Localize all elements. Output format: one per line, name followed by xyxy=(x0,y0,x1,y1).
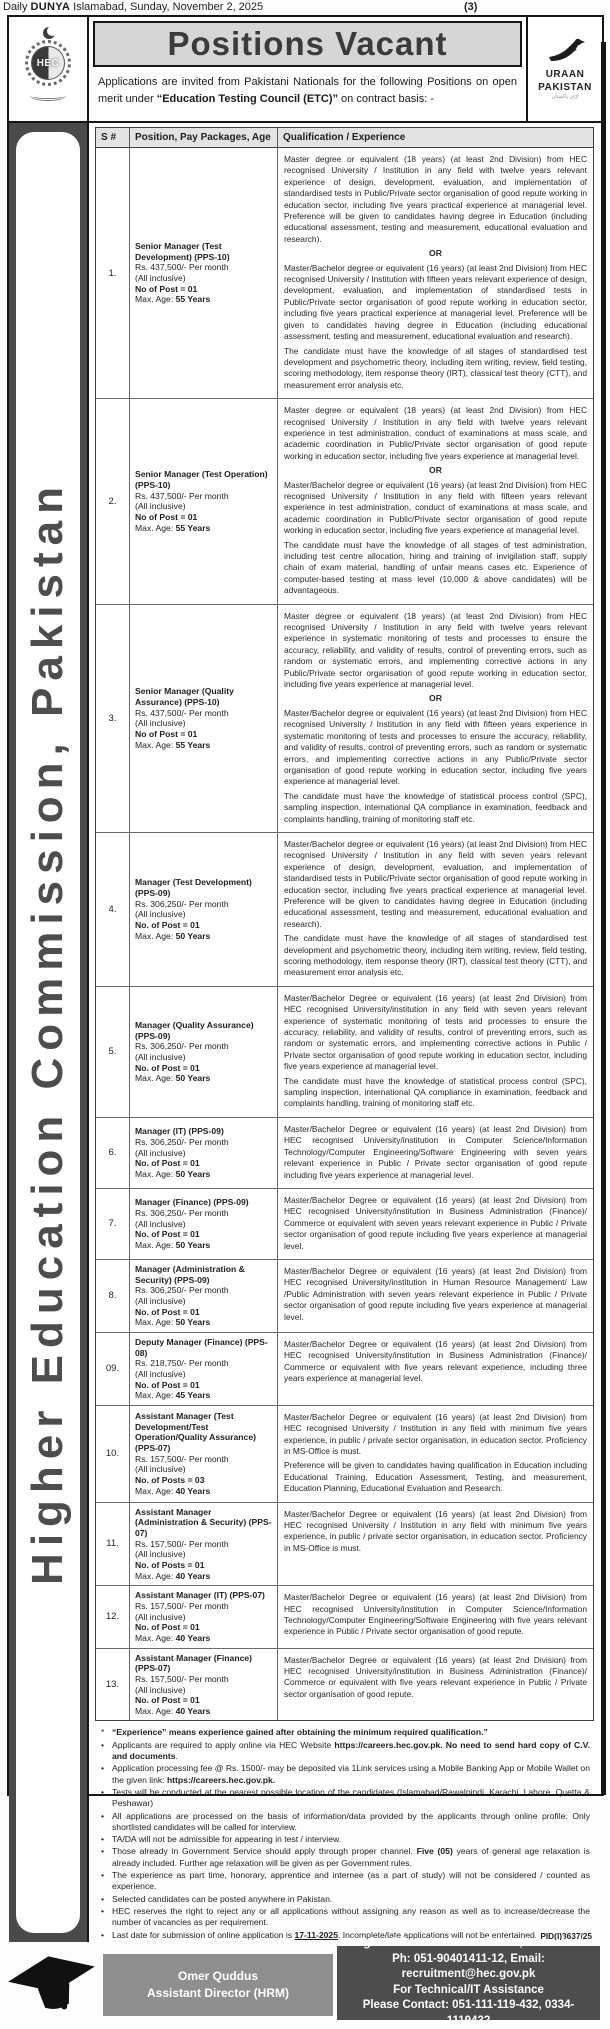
row-serial: 12. xyxy=(96,1586,130,1647)
position-posts: No. of Post = 01 xyxy=(135,1062,200,1073)
qualification-paragraph: Master/Bachelor Degree or equivalent (16 years) (at least 2nd Division) from HEC recognised University/institution in Human Resource Management/ Law /Public Administration with seven years relevant experience in Public / Private sector organisation of good repute including five years experience at managerial level. xyxy=(284,1265,587,1322)
qualification-cell xyxy=(278,987,593,1117)
qualification-paragraph: Master degree or equivalent (18 years) (at least 2nd Division) from HEC recognised University / Institution in any field with twelve years relevant experience of design, development, evaluation, and implementation of standardised tests in Public/Private sector organisation of good repute working in education sector, including five years practical experience at managerial level. Preference will be given to candidates having degree in Education (including educational assessment, testing and measurement, educational evaluation and research). xyxy=(284,154,587,244)
row-serial: 10. xyxy=(96,1406,130,1502)
position-title: Assistant Manager (Finance) (PPS-07) xyxy=(135,1652,252,1674)
vertical-org-name: Higher Education Commission, Pakistan xyxy=(23,479,72,1585)
position-title: Manager (IT) (PPS-09) xyxy=(135,1126,224,1137)
position-cell xyxy=(130,1503,278,1586)
position-posts: No of Post = 01 xyxy=(135,728,198,739)
position-cell xyxy=(130,1333,278,1405)
position-posts: No. of Post = 01 xyxy=(135,1158,200,1169)
position-posts: No of Post = 01 xyxy=(135,512,198,523)
position-posts: No. of Post = 01 xyxy=(135,1379,200,1390)
hec-logo-box xyxy=(9,17,89,121)
note-text: HEC reserves the right to reject any or all applications without assigning any reason as well as to increase/decrease the number of vacancies as per requirement. xyxy=(112,1905,590,1928)
header-center xyxy=(89,17,526,121)
position-posts: No. of Posts = 01 xyxy=(135,1559,205,1570)
position-age: Max. Age: 50 Years xyxy=(135,930,211,941)
position-title: Manager (Administration & Security) (PPS-09) xyxy=(135,1263,245,1285)
position-inclusive: (All inclusive) xyxy=(135,501,186,512)
newspaper-masthead xyxy=(0,0,610,15)
position-inclusive: (All inclusive) xyxy=(135,1147,186,1158)
position-inclusive: (All inclusive) xyxy=(135,1464,186,1475)
page-number: (3) xyxy=(464,1,478,13)
qualification-paragraph: The candidate must have the knowledge of all stages of test administration, including test centre allocation, hiring and training of invigilation staff, supply chain of exam material, handling of unfair means cases etc. Experience of computer-based testing at mass level (10,000 & above candidates) will be advantageous. xyxy=(284,539,587,596)
row-serial: 5. xyxy=(96,987,130,1117)
position-age: Max. Age: 55 Years xyxy=(135,739,211,750)
table-row xyxy=(96,986,593,1117)
position-inclusive: (All inclusive) xyxy=(135,1611,186,1622)
position-cell xyxy=(130,1260,278,1332)
position-posts: No. of Post = 01 xyxy=(135,1622,200,1633)
position-salary: Rs. 157,500/- Per month xyxy=(135,1453,229,1464)
position-title: Assistant Manager (IT) (PPS-07) xyxy=(135,1590,265,1601)
note-text: Tests will be conducted at the nearest possible location of the candidates (Islamabad/Rawalpindi, Karachi, Lahore, Quetta & Peshawar) xyxy=(112,1786,590,1809)
position-title: Deputy Manager (Finance) (PPS-08) xyxy=(135,1336,268,1358)
qualification-paragraph: The candidate must have the knowledge of statistical process control (SPC), sampling inspection, international QA compliance in examination, feedback and complaints handling, training of monitoring staff etc. xyxy=(284,1075,587,1109)
position-salary: Rs. 157,500/- Per month xyxy=(135,1538,229,1549)
ad-title: Positions Vacant xyxy=(167,25,448,62)
position-cell xyxy=(130,1649,278,1721)
note-text: Those already in Government Service should apply through proper channel. Five (05) years of general age relaxation is already included. Further age relaxation will be given as per Government rules. xyxy=(112,1846,590,1868)
note-bullet: • xyxy=(101,1870,105,1881)
qualification-cell xyxy=(278,1189,593,1259)
intro-paragraph: Applications are invited from Pakistani Nationals for the following Positions on open merit under “Education Testing Council (ETC)” on contract basis: - xyxy=(98,76,517,105)
position-age: Max. Age: 40 Years xyxy=(135,1485,211,1496)
note-text: “Experience” means experience gained after obtaining the minimum required qualification.” xyxy=(112,1727,488,1738)
or-separator: OR xyxy=(429,465,442,476)
position-age: Max. Age: 50 Years xyxy=(135,1317,211,1328)
hec-emblem-core xyxy=(31,46,65,80)
table-row xyxy=(96,1117,593,1188)
qualification-paragraph: Master/Bachelor Degree or equivalent (16 years) (at least 2nd Division) from HEC recognised University/institution in Computer Science/Information Technology/Computer Engineering/Software Engineering with seven years relevant experience in Public / Private sector organisation of good repute including five years experience at managerial level. xyxy=(284,1123,587,1180)
table-row xyxy=(96,1259,593,1332)
qualification-paragraph: Preference will be given to candidates having qualification in Education including Educational Training, Education Assessment, Testing, and measurement, Education Planning, Educational Evaluation and Research. xyxy=(284,1460,587,1494)
position-posts: No of Post = 01 xyxy=(135,283,198,294)
qualification-cell xyxy=(278,1649,593,1721)
position-posts: No. of Post = 01 xyxy=(135,1695,200,1706)
note-text: The experience as part time, honorary, apprentice and internee (as a part of study) will not be considered / counted as experience. xyxy=(112,1870,590,1892)
position-posts: No. of Post = 01 xyxy=(135,920,200,931)
qualification-paragraph: The candidate must have the knowledge of all stages of standardised test development and psychometric theory, including item writing, review, field testing, scoring methodology, item response theory (IRT), classical test theory (CTT), and measurement error analysis etc. xyxy=(284,345,587,390)
title-bar xyxy=(93,21,522,67)
position-cell xyxy=(130,1406,278,1502)
qualification-cell xyxy=(278,148,593,398)
position-posts: No. of Post = 01 xyxy=(135,1306,200,1317)
position-inclusive: (All inclusive) xyxy=(135,1295,186,1306)
qualification-cell xyxy=(278,399,593,604)
qualification-cell xyxy=(278,1260,593,1332)
emblem-banner-icon xyxy=(30,91,66,101)
note-bullet: • xyxy=(101,1846,105,1857)
qualification-paragraph: Master/Bachelor Degree or equivalent (16 years) (at least 2nd Division) from HEC recognised University/institution in Business Administration (Finance)/ Commerce or equivalent with seven years relevant experience in Public / Private sector organisation of good repute including five years experience at managerial level. xyxy=(284,1194,587,1251)
note-text: Applicants are required to apply online via HEC Website https://careers.hec.gov.pk. No need to send hard copy of C.V. and documents. xyxy=(112,1739,590,1762)
contact-it-numbers: Please Contact: 051-111-119-432, 0334-1119432 xyxy=(362,1999,575,2027)
position-age: Max. Age: 55 Years xyxy=(135,522,211,533)
ad-header xyxy=(9,17,602,123)
note-item xyxy=(99,1894,592,1905)
note-item xyxy=(99,1870,592,1893)
note-bullet: • xyxy=(101,1810,105,1821)
note-item xyxy=(99,1763,592,1786)
position-inclusive: (All inclusive) xyxy=(135,1368,186,1379)
qualification-cell xyxy=(278,1406,593,1502)
qualification-paragraph: Master/Bachelor Degree or equivalent (16 years) (at least 2nd Division) from HEC recognised University / Institution in any field with minimum five years experience, in public / private sector organisation, in education sector. Proficiency in MS-Office is must. xyxy=(284,1411,587,1457)
hec-emblem-text: HEC xyxy=(36,57,60,69)
contact-box xyxy=(337,1937,600,2027)
position-inclusive: (All inclusive) xyxy=(135,1051,186,1062)
note-text: Selected candidates can be posted anywhere in Pakistan. xyxy=(112,1893,333,1904)
position-salary: Rs. 306,250/- Per month xyxy=(135,898,229,909)
qualification-paragraph: Master/Bachelor Degree or equivalent (16 years) (at least 2nd Division) from HEC recognised University/institution in Computer Science/Information Technology/Computer Engineering/Software Engineering with five years relevant experience in Public / Private sector organisation of good repute. xyxy=(284,1592,587,1637)
table-row xyxy=(96,148,593,398)
table-row xyxy=(96,1188,593,1259)
qualification-paragraph: Master/Bachelor degree or equivalent (16 years) (at least 2nd Division) from HEC recognised University / Institution in any field with fifteen years relevant experience in test administration, conduct of examinations at mass scale, and academic coordination in Public/Private sector organisation of good repute working in education sector, including five years experience at managerial level. xyxy=(284,479,587,536)
qualification-paragraph: Master/Bachelor Degree or equivalent (16 years) (at least 2nd Division) from HEC recognised University/institution in Business Administration (Finance)/ Commerce or equivalent with five years relevant experience in Public / Private sector organisation of good repute. xyxy=(284,1654,587,1699)
row-serial: 09. xyxy=(96,1333,130,1405)
diving-falcon-icon xyxy=(544,38,586,68)
table-header-row xyxy=(96,128,593,148)
note-bullet: • xyxy=(101,1786,105,1797)
position-title: Manager (Test Development) (PPS-09) xyxy=(135,877,252,899)
advertisement-frame xyxy=(7,15,604,2027)
or-separator: OR xyxy=(429,248,442,259)
positions-table xyxy=(95,127,594,1721)
note-bullet: • xyxy=(101,1763,105,1774)
position-salary: Rs. 157,500/- Per month xyxy=(135,1673,229,1684)
hec-emblem-icon xyxy=(20,27,76,111)
note-item xyxy=(99,1740,592,1763)
qualification-paragraph: Master/Bachelor Degree or equivalent (16 years) (at least 2nd Division) from HEC recognised University / Institution in any field with minimum five years experience, in public / private sector organisation, in education sector. Proficiency in MS-Office is must. xyxy=(284,1508,587,1553)
table-row xyxy=(96,1585,593,1647)
header-qualification: Qualification / Experience xyxy=(283,132,406,143)
qualification-cell xyxy=(278,1586,593,1647)
position-posts: No. of Post = 01 xyxy=(135,1229,200,1240)
position-cell xyxy=(130,1189,278,1259)
uraan-label-line2: PAKISTAN xyxy=(538,81,592,93)
qualification-paragraph: Master/Bachelor degree or equivalent (16 years) (at least 2nd Division) from HEC recognised University / Institution with fifteen years relevant experience of design, development, evaluation, and implementation of standardised tests in Public/Private sector organisation of good repute working in education sector, including five years practical experience at managerial level. Preference will be given to candidates having degree in Education (including educational assessment, testing and measurement, educational evaluation and research). xyxy=(284,262,587,342)
row-serial: 4. xyxy=(96,833,130,986)
position-posts: No. of Posts = 03 xyxy=(135,1475,205,1486)
row-serial: 11. xyxy=(96,1503,130,1586)
qualification-cell xyxy=(278,1333,593,1405)
row-serial: 2. xyxy=(96,399,130,604)
graduation-cap-icon xyxy=(3,1950,103,2016)
note-bullet: • xyxy=(101,1929,105,1940)
position-inclusive: (All inclusive) xyxy=(135,1684,186,1695)
position-salary: Rs. 437,500/- Per month xyxy=(135,490,229,501)
qualification-paragraph: Master/Bachelor Degree or equivalent (16 years) (at least 2nd Division) from HEC recognised University/institution in any field with seven years relevant experience of systematic monitoring of tests and processes to ensure the accuracy, reliability, and validity of results, control of preventing errors, such as random or systematic errors, and implementing corrective actions in Public / Private sector organisation of good repute working in education sector, including five years experience at managerial level. xyxy=(284,992,587,1072)
qualification-cell xyxy=(278,605,593,832)
signatory-name: Omer Quddus xyxy=(177,1969,258,1984)
note-text: Application processing fee @ Rs. 1500/- may be deposited via 1Link services using a Mobile Banking App or Mobile Wallet on the given link: https://careers.hec.gov.pk. xyxy=(112,1763,590,1785)
position-salary: Rs. 218,750/- Per month xyxy=(135,1358,229,1369)
position-inclusive: (All inclusive) xyxy=(135,718,186,729)
qualification-paragraph: The candidate must have the knowledge of all stages of standardised test development and psychometric theory, including item writing, review, field testing, scoring methodology, item response theory (IRT), classical test theory (CTT), and measurement error analysis etc. xyxy=(284,933,587,978)
header-serial: S # xyxy=(96,128,130,147)
or-separator: OR xyxy=(429,693,442,704)
row-serial: 13. xyxy=(96,1649,130,1721)
main-column xyxy=(89,123,602,1942)
crescent-icon xyxy=(43,27,55,39)
contact-it-heading: For Technical/IT Assistance xyxy=(393,1983,544,1996)
table-row xyxy=(96,1405,593,1502)
note-item xyxy=(99,1727,592,1738)
position-age: Max. Age: 50 Years xyxy=(135,1073,211,1084)
position-salary: Rs. 306,250/- Per month xyxy=(135,1285,229,1296)
qualification-paragraph: Master degree or equivalent (18 years) (at least 2nd Division) from HEC recognised University / Institution in any field with twelve years relevant experience in systematic monitoring of tests and processes to ensure the accuracy, reliability, and validity of results, control of preventing errors, such as random or systematic errors, and implementing corrective actions in any Public/Private sector organisation of good repute working in education sector, including five years experience at managerial level. xyxy=(284,610,587,690)
position-inclusive: (All inclusive) xyxy=(135,909,186,920)
column-rule xyxy=(601,42,606,1795)
position-title: Assistant Manager (Test Development/Test Operation/Quality Assurance) (PPS-07) xyxy=(135,1411,256,1454)
signatory-box xyxy=(103,1954,333,2016)
note-bullet: * xyxy=(101,1727,105,1738)
position-salary: Rs. 306,250/- Per month xyxy=(135,1041,229,1052)
position-age: Max. Age: 40 Years xyxy=(135,1632,211,1643)
sidebar-panel xyxy=(16,132,80,1933)
graduation-cap-zone xyxy=(11,1946,99,2020)
position-age: Max. Age: 55 Years xyxy=(135,294,211,305)
position-age: Max. Age: 45 Years xyxy=(135,1390,211,1401)
contact-phone-email: Ph: 051-90401411-12, Email: recruitment@hec.gov.pk xyxy=(392,1952,545,1981)
row-serial: 3. xyxy=(96,605,130,832)
qualification-cell xyxy=(278,1503,593,1586)
position-salary: Rs. 306,250/- Per month xyxy=(135,1136,229,1147)
position-cell xyxy=(130,1586,278,1647)
note-item xyxy=(99,1811,592,1834)
note-text: TA/DA will not be admissible for appearing in test / interview. xyxy=(112,1834,342,1845)
position-title: Senior Manager (Test Operation) (PPS-10) xyxy=(135,469,268,491)
notes-section xyxy=(99,1727,592,1941)
position-cell xyxy=(130,1118,278,1188)
row-serial: 8. xyxy=(96,1260,130,1332)
position-title: Manager (Quality Assurance) (PPS-09) xyxy=(135,1019,254,1041)
note-text: All applications are processed on the basis of information/data provided by the applicants through online profile. Only shortlisted candidates will be called for interview. xyxy=(112,1810,590,1832)
position-inclusive: (All inclusive) xyxy=(135,1218,186,1229)
position-cell xyxy=(130,605,278,832)
signatory-title: Assistant Director (HRM) xyxy=(146,1985,290,2000)
table-row xyxy=(96,1648,593,1721)
note-item xyxy=(99,1906,592,1929)
note-item xyxy=(99,1846,592,1869)
uraan-urdu-caption: اڑان پاکستان xyxy=(551,94,579,100)
position-title: Senior Manager (Test Development) (PPS-10) xyxy=(135,241,230,262)
table-row xyxy=(96,832,593,986)
row-serial: 7. xyxy=(96,1189,130,1259)
position-salary: Rs. 437,500/- Per month xyxy=(135,707,229,718)
ad-content xyxy=(9,123,602,1942)
position-salary: Rs. 437,500/- Per month xyxy=(135,262,229,273)
position-salary: Rs. 157,500/- Per month xyxy=(135,1600,229,1611)
position-title: Manager (Finance) (PPS-09) xyxy=(135,1197,249,1208)
position-title: Senior Manager (Quality Assurance) (PPS-10) xyxy=(135,686,234,707)
note-bullet: • xyxy=(101,1893,105,1904)
newspaper-brand: DUNYA xyxy=(30,1,71,13)
qualification-paragraph: The candidate must have the knowledge of statistical process control (SPC), sampling inspection, international QA compliance in examination, feedback and complaints handling, training of monitoring staff etc. xyxy=(284,790,587,824)
position-cell xyxy=(130,833,278,986)
qualification-paragraph: Master/Bachelor degree or equivalent (16 years) (at least 2nd Division) from HEC recognised University / Institution in any field with fifteen years experience in systematic monitoring of tests and processes to ensure the accuracy, reliability, and validity of results, control of preventing errors, such as random or systematic errors, and implementing corrective actions in any Public/Private sector organisation of good repute working in education sector, including five years experience at managerial level. xyxy=(284,707,587,787)
table-row xyxy=(96,1502,593,1586)
masthead-text: Daily DUNYA Islamabad, Sunday, November 2, 2025 xyxy=(3,1,264,13)
contact-org: Higher Education Commission, Islamabad. xyxy=(351,1937,586,1950)
qualification-cell xyxy=(278,833,593,986)
qualification-paragraph: Master/Bachelor degree or equivalent (16 years) (at least 2nd Division) from HEC recognised University / Institution in any field with seven years relevant experience of design, development, evaluation, and implementation of standardised tests in Public/Private sector organisation of good repute working in education sector, including five years practical experience at managerial level. Preference will be given to candidates having degree in Education (including educational assessment, testing and measurement, educational evaluation and research). xyxy=(284,838,587,929)
ad-footer xyxy=(11,1937,600,2027)
table-row xyxy=(96,604,593,832)
note-item xyxy=(99,1834,592,1845)
position-age: Max. Age: 40 Years xyxy=(135,1570,211,1581)
row-serial: 1. xyxy=(96,148,130,398)
note-bullet: • xyxy=(101,1739,105,1750)
note-item xyxy=(99,1787,592,1810)
position-age: Max. Age: 50 Years xyxy=(135,1239,211,1250)
row-serial: 6. xyxy=(96,1118,130,1188)
table-row xyxy=(96,1332,593,1405)
position-title: Assistant Manager (Administration & Security) (PPS-07) xyxy=(135,1506,272,1538)
position-salary: Rs. 306,250/- Per month xyxy=(135,1207,229,1218)
header-position: Position, Pay Packages, Age xyxy=(130,128,278,147)
qualification-paragraph: Master/Bachelor Degree or equivalent (16 years) (at least 2nd Division) from HEC recognised University/institution in Business Administration (Finance)/ Commerce or equivalent with five years relevant experience, including three years experience at managerial level. xyxy=(284,1338,587,1384)
position-cell xyxy=(130,987,278,1117)
position-cell xyxy=(130,148,278,398)
qualification-cell xyxy=(278,1118,593,1188)
note-text: Last date for submission of online application is 17-11-2025. Incomplete/late applications will not be entertained. xyxy=(112,1929,538,1940)
position-age: Max. Age: 50 Years xyxy=(135,1168,211,1179)
position-age: Max. Age: 40 Years xyxy=(135,1705,211,1716)
position-inclusive: (All inclusive) xyxy=(135,1549,186,1560)
left-sidebar xyxy=(9,123,89,1942)
table-row xyxy=(96,398,593,604)
uraan-label-line1: URAAN xyxy=(545,69,585,80)
pid-number: PID(I)3637/25 xyxy=(540,1930,592,1941)
position-cell xyxy=(130,399,278,604)
table-body xyxy=(96,148,593,1720)
position-inclusive: (All inclusive) xyxy=(135,273,186,284)
uraan-pakistan-logo-box xyxy=(526,17,602,121)
note-bullet: • xyxy=(101,1905,105,1916)
qualification-paragraph: Master degree or equivalent (18 years) (at least 2nd Division) from HEC recognised University / Institution in any field with twelve years relevant experience in test administration, conduct of examinations at mass scale, and academic coordination in Public/Private sector organisation of good repute working in education sector, including five years experience at managerial level. xyxy=(284,405,587,461)
note-bullet: • xyxy=(101,1834,105,1845)
